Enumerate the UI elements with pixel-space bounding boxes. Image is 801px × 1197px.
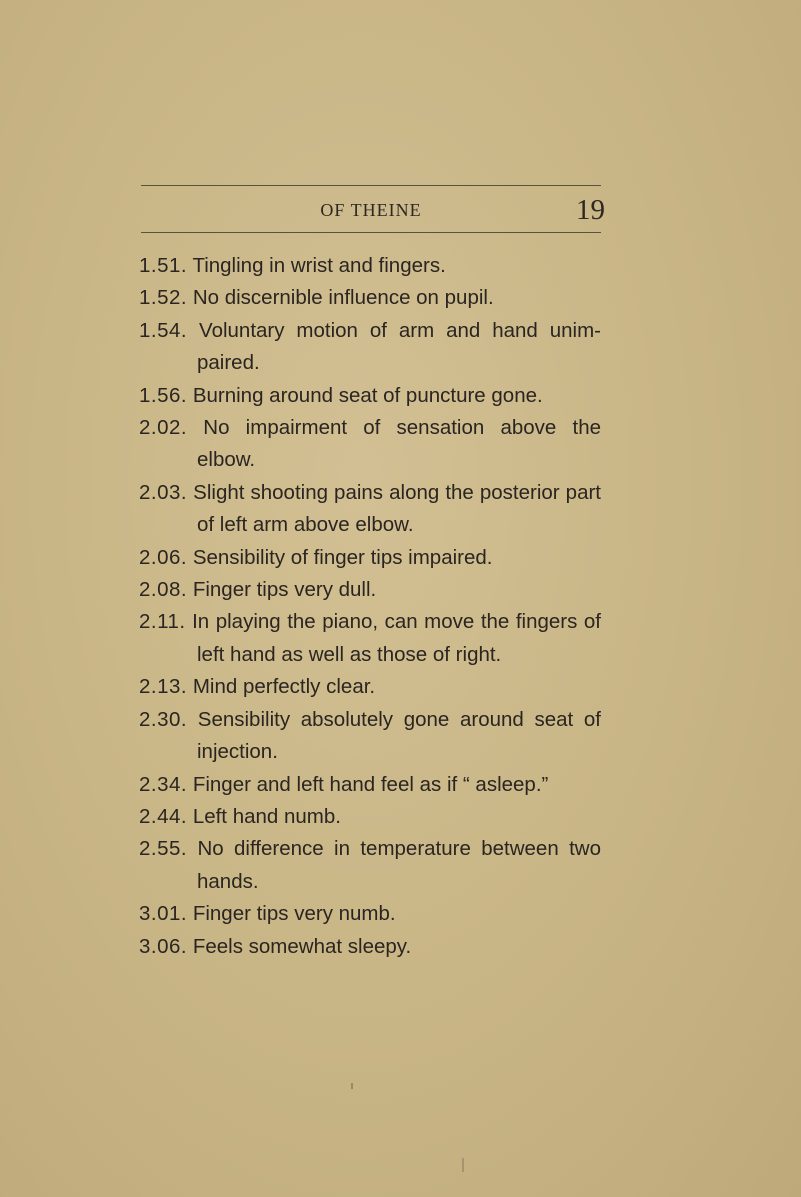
entry-text: Burning around seat of puncture gone. xyxy=(192,383,543,407)
observation-entry xyxy=(139,282,601,314)
observation-entry xyxy=(139,380,601,412)
entry-time: 2.08. xyxy=(139,578,188,602)
observation-entry xyxy=(139,671,601,703)
entry-text: No impairment of sensation above the elbow. xyxy=(197,416,601,472)
entry-text: Finger tips very dull. xyxy=(192,578,377,602)
running-title: OF THEINE xyxy=(320,200,422,220)
entry-text: In playing the piano, can move the fingers of left hand as well as those of right. xyxy=(192,610,601,666)
entry-text: Left hand numb. xyxy=(192,804,341,828)
observation-entry xyxy=(139,574,601,606)
page-number: 19 xyxy=(576,194,605,226)
entry-text: Mind perfectly clear. xyxy=(192,675,376,699)
entry-text: Sensibility of finger tips impaired. xyxy=(192,545,493,569)
entry-time: 2.30. xyxy=(139,707,188,731)
paper-blemish xyxy=(351,1083,353,1089)
entry-text: Tingling in wrist and fingers. xyxy=(192,254,446,277)
header-rule-bottom xyxy=(141,232,601,233)
entry-time: 1.54. xyxy=(139,318,188,342)
header-rule-top xyxy=(141,185,601,186)
entry-time: 3.01. xyxy=(139,902,188,926)
entry-time: 1.52. xyxy=(139,286,188,310)
running-head xyxy=(141,194,605,226)
entry-text: Voluntary motion of arm and hand unimpaired. xyxy=(197,318,601,375)
entry-text: Sensibility absolutely gone around seat of injection. xyxy=(197,707,601,764)
observation-entry xyxy=(139,477,601,542)
observation-entry xyxy=(139,250,601,282)
observation-entry xyxy=(139,898,601,930)
observation-entry xyxy=(139,315,601,380)
observation-entry xyxy=(139,542,601,574)
entry-text: No discernible influence on pupil. xyxy=(192,286,494,310)
entry-time: 1.56. xyxy=(139,383,188,407)
entry-time: 2.55. xyxy=(139,837,188,861)
observation-entry xyxy=(139,412,601,477)
entry-time: 3.06. xyxy=(139,934,188,958)
observation-entry xyxy=(139,801,601,833)
entry-time: 2.34. xyxy=(139,772,188,796)
entry-time: 2.02. xyxy=(139,416,188,440)
observation-list xyxy=(139,250,601,963)
observation-entry xyxy=(139,833,601,898)
entry-text: Slight shooting pains along the posterior part of left arm above elbow. xyxy=(193,480,601,537)
observation-entry xyxy=(139,704,601,769)
observation-entry xyxy=(139,769,601,801)
entry-time: 2.44. xyxy=(139,804,188,828)
entry-time: 2.06. xyxy=(139,545,188,569)
entry-time: 2.13. xyxy=(139,675,188,699)
entry-text: Feels somewhat sleepy. xyxy=(192,934,412,958)
entry-time: 2.03. xyxy=(139,480,188,504)
entry-text: Finger tips very numb. xyxy=(192,902,396,926)
paper-blemish xyxy=(462,1158,464,1172)
entry-time: 1.51. xyxy=(139,254,188,277)
entry-text: No difference in temperature between two hands. xyxy=(197,837,601,893)
observation-entry xyxy=(139,606,601,671)
observation-entry xyxy=(139,931,601,963)
entry-text: Finger and left hand feel as if “ asleep.” xyxy=(192,772,549,796)
entry-time: 2.11. xyxy=(139,610,186,634)
